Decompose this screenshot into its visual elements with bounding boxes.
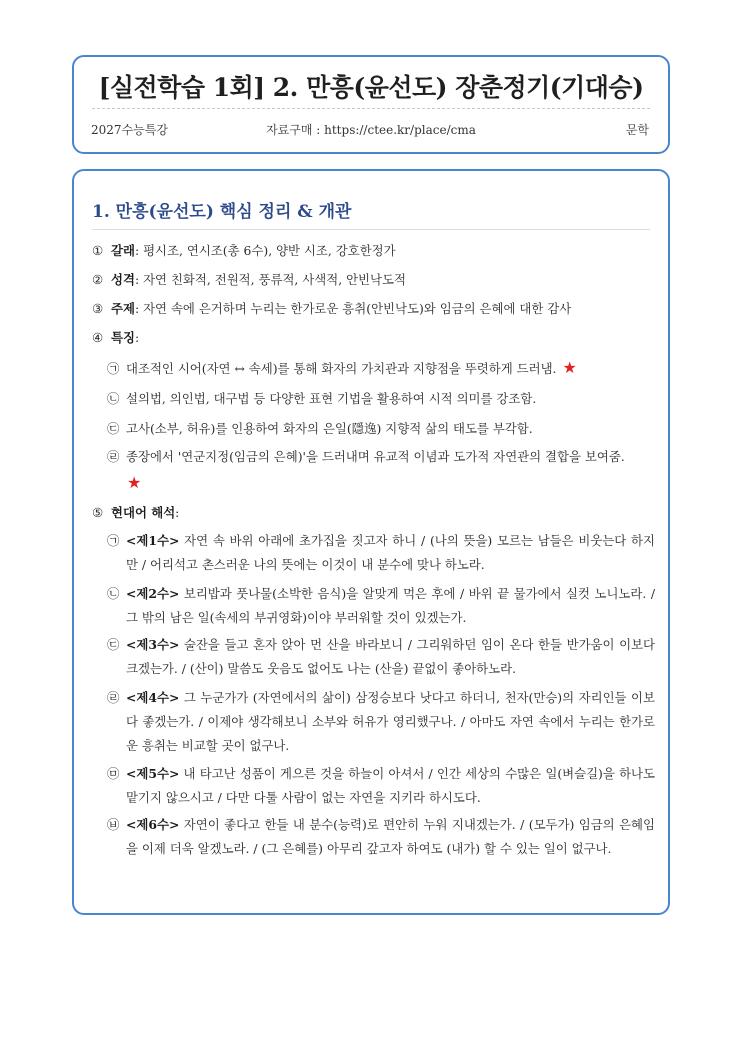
translation-item: ㉤ <제5수> 내 타고난 성품이 게으른 것을 하늘이 아셔서 / 인간 세상의 수많은 일(벼슬길)을 하나도 맡기지 않으시고 / 다만 다툴 사람이 없는 자연을 지키라 하시도다. bbox=[107, 766, 655, 805]
content-box bbox=[72, 169, 670, 915]
translation-item: ㉥ <제6수> 자연이 좋다고 한들 내 분수(능력)로 편안히 누워 지내겠는가. / (모두가) 임금의 은혜임을 이제 더욱 알겠노라. / (그 은혜를) 아무리 갚고자 하여도 (내가) 할 수 있는 일이 없구나. bbox=[107, 817, 655, 856]
item-translation: ⑤ 현대어 해석: bbox=[92, 505, 180, 520]
feature-item: ㉡ 설의법, 의인법, 대구법 등 다양한 표현 기법을 활용하여 시적 의미를 강조함. bbox=[107, 391, 537, 406]
star-icon: ★ bbox=[562, 358, 577, 377]
translation-item: ㉠ <제1수> 자연 속 바위 아래에 초가집을 짓고자 하니 / (나의 뜻을) 모르는 남들은 비웃는다 하지만 / 어리석고 촌스러운 나의 뜻에는 이것이 내 분수에 맞나 하노라. bbox=[107, 533, 655, 572]
section-title: 1. 만흥(윤선도) 핵심 정리 & 개관 bbox=[92, 202, 352, 222]
purchase-link[interactable]: 자료구매 : https://ctee.kr/place/cma bbox=[266, 123, 476, 137]
translation-item: ㉢ <제3수> 술잔을 들고 혼자 앉아 먼 산을 바라보니 / 그리워하던 임이 온다 한들 반가움이 이보다 크겠는가. / (산이) 말씀도 웃음도 없어도 나는 (산을) 끝없이 좋아하노라. bbox=[107, 637, 655, 676]
translation-item: ㉡ <제2수> 보리밥과 풋나물(소박한 음식)을 알맞게 먹은 후에 / 바위 끝 물가에서 실컷 노니노라. / 그 밖의 남은 일(속세의 부귀영화)이야 부러워할 것이 있겠는가. bbox=[107, 586, 655, 625]
header-divider bbox=[92, 108, 650, 109]
star-icon: ★ bbox=[127, 473, 142, 492]
feature-item: ㉠ 대조적인 시어(자연 ↔ 속세)를 통해 화자의 가치관과 지향점을 뚜렷하게 드러냄. ★ bbox=[107, 358, 577, 377]
item-features: ④ 특징: bbox=[92, 330, 140, 345]
translation-item: ㉣ <제4수> 그 누군가가 (자연에서의 삶이) 삼정승보다 낫다고 하더니, 천자(만승)의 자리인들 이보다 좋겠는가. / 이제야 생각해보니 소부와 허유가 영리했구나. / 아마도 자연 속에서 누리는 한가로운 흥취는 비교할 곳이 없구나. bbox=[107, 690, 655, 753]
feature-item: ㉣ 종장에서 '연군지정(임금의 은혜)'을 드러내며 유교적 이념과 도가적 자연관의 결합을 보여줌. bbox=[107, 449, 625, 464]
page-title: [실전학습 1회] 2. 만흥(윤선도) 장춘정기(기대승) bbox=[98, 73, 644, 102]
subject-label: 문학 bbox=[625, 123, 649, 137]
item-theme: ③ 주제: 자연 속에 은거하며 누리는 한가로운 흥취(안빈낙도)와 임금의 은혜에 대한 감사 bbox=[92, 301, 572, 316]
item-genre: ① 갈래: 평시조, 연시조(총 6수), 양반 시조, 강호한정가 bbox=[92, 243, 396, 258]
item-character: ② 성격: 자연 친화적, 전원적, 풍류적, 사색적, 안빈낙도적 bbox=[92, 272, 406, 287]
header-box bbox=[72, 55, 670, 154]
course-label: 2027수능특강 bbox=[91, 123, 168, 137]
section-divider bbox=[92, 229, 650, 230]
feature-item: ㉢ 고사(소부, 허유)를 인용하여 화자의 은일(隱逸) 지향적 삶의 태도를 부각함. bbox=[107, 421, 533, 436]
